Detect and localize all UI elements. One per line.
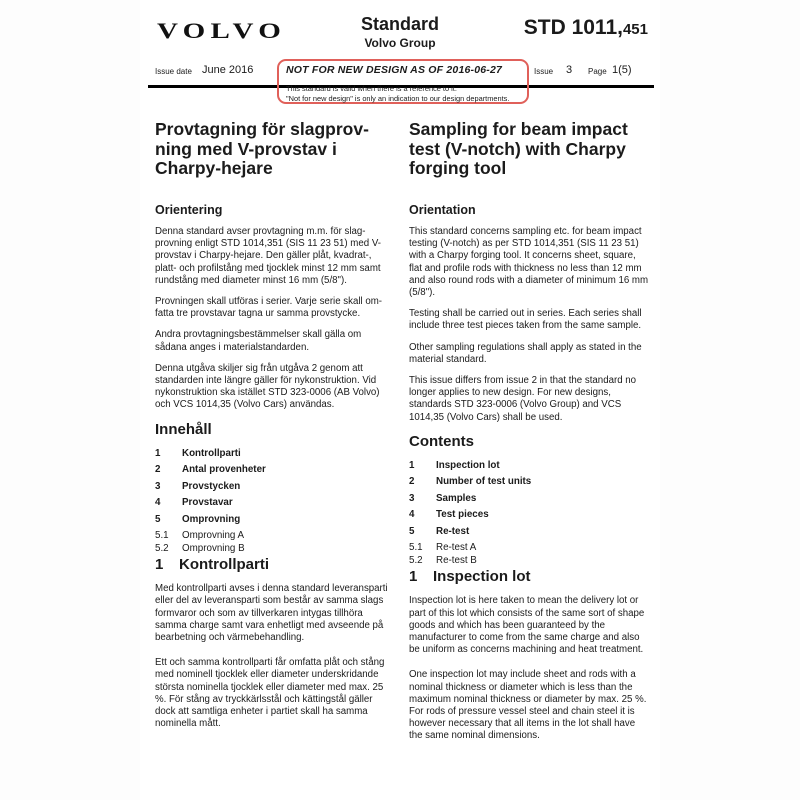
toc-item: [409, 555, 649, 567]
toc-number: 1: [155, 447, 161, 459]
toc-label: Inspection lot: [436, 459, 500, 471]
right-section-1: [409, 568, 649, 742]
toc-item: [409, 509, 649, 521]
right-orientation-heading: Orientation: [409, 203, 476, 217]
toc-item: [155, 497, 395, 509]
paragraph: This standard concerns sampling etc. for beam impact testing (V-notch) as per STD 1014,351 (SIS 11 23 51) with a Charpy forging tool. It concerns sheet, square, flat and profile rods with thickness no less than 12 mm and also round rods with a diameter of minimum 16 mm (5/8").: [409, 226, 649, 299]
org-name: Volvo Group: [364, 36, 436, 50]
paragraph: Denna utgåva skiljer sig från utgåva 2 genom att standarden inte längre gäller för nykonstruktion. Vid nykonstruktion ska istället STD 323-0006 (AB Volvo) och VCS 1014,35 (Volvo Cars) användas.: [155, 362, 380, 411]
left-orientation-heading: Orientering: [155, 203, 223, 217]
std-number: [524, 16, 648, 40]
toc-label: Provstycken: [182, 480, 241, 492]
right-title-line-2: test (V-notch) with Charpy: [409, 138, 626, 159]
right-section-1-heading: [409, 568, 649, 585]
page-label: Page: [588, 67, 607, 76]
toc-label: Antal provenheter: [182, 464, 266, 476]
toc-label: Re-test A: [436, 542, 477, 554]
notice-line-1: This standard is valid when there is a reference to it.: [286, 84, 457, 93]
document-page: [140, 0, 660, 800]
left-title-line-3: Charpy-hejare: [155, 158, 273, 178]
toc-number: 3: [409, 492, 415, 504]
paragraph: Ett och samma kontrollparti får omfatta plåt och stång med nominell tjocklek eller diameter underskridande största nominella tjocklek eller diameter med max. 25 %. För stång av tryckkärlsstål och kättingstål gäller dock att samtliga enheter i partiet skall ha samma nominella mått.: [155, 657, 385, 730]
page-value: 1(5): [612, 64, 632, 76]
left-title: [155, 120, 395, 203]
toc-label: Re-test B: [436, 555, 477, 567]
toc-number: 5.1: [155, 530, 169, 542]
toc-number: 2: [409, 476, 415, 488]
toc-number: 4: [409, 509, 415, 521]
toc-number: 2: [155, 464, 161, 476]
toc-item: [155, 448, 395, 460]
toc-label: Omprovning B: [182, 543, 245, 555]
toc-item: [155, 481, 395, 493]
section-title: Inspection lot: [433, 568, 531, 586]
toc-number: 5.2: [155, 543, 169, 555]
toc-label: Number of test units: [436, 476, 532, 488]
header-center: [310, 14, 490, 50]
left-section-1-heading: [155, 556, 395, 573]
std-number-suffix: 451: [622, 21, 648, 38]
toc-label: Test pieces: [436, 509, 489, 521]
toc-number: 5.2: [409, 555, 423, 567]
section-number: 1: [155, 556, 164, 574]
toc-item: [409, 493, 649, 505]
toc-item: [409, 526, 649, 538]
section-number: 1: [409, 568, 418, 586]
toc-label: Provstavar: [182, 497, 233, 509]
toc-label: Kontrollparti: [182, 447, 241, 459]
left-orientation-section: [155, 203, 395, 412]
toc-item: [155, 464, 395, 476]
toc-number: 5: [409, 525, 415, 537]
section-title: Kontrollparti: [179, 556, 269, 574]
left-title-line-1: Provtagning för slagprov-: [155, 119, 369, 139]
toc-item: [409, 476, 649, 488]
toc-item: [409, 542, 649, 554]
toc-number: 1: [409, 459, 415, 471]
toc-label: Re-test: [436, 525, 470, 537]
not-for-new-design-box: [277, 59, 529, 104]
paragraph: Denna standard avser provtagning m.m. för slag-provning enligt STD 1014,351 (SIS 11 23 51) med V-provstav i Charpy-hejare. Den gäller plåt, kvadrat-, platt- och profilstång med tjocklek minst 12 mm samt rundstång med diameter minst 16 mm (5/8").: [155, 226, 381, 286]
notice-details: [286, 84, 520, 103]
toc-item: [409, 460, 649, 472]
meta-row: [140, 58, 660, 110]
right-title-line-3: forging tool: [409, 158, 507, 178]
doc-type-title: Standard: [360, 14, 439, 34]
paragraph: One inspection lot may include sheet and rods with a nominal thickness or diameter which is less than the maximum nominal thickness or diameter by max. 25 %. For rods of pressure vessel steel and chain steel it is however necessary that all items in the lot shall have the same nominal dimensions.: [409, 669, 647, 742]
document-header: [140, 0, 660, 58]
toc-number: 4: [155, 497, 161, 509]
paragraph: Other sampling regulations shall apply as stated in the material standard.: [409, 341, 642, 365]
toc-number: 5: [155, 513, 161, 525]
paragraph: Med kontrollparti avses i denna standard leveransparti eller del av leveransparti som består av samma slags formvaror och som av tillverkaren intygas tillhöra samma charge samt vara enhetligt med avseende på bearbetning och värmebehandling.: [155, 583, 388, 643]
left-title-line-2: ning med V-provstav i: [155, 138, 337, 159]
toc-number: 3: [155, 480, 161, 492]
left-section-1: [155, 556, 395, 730]
issue-label: Issue: [534, 67, 554, 76]
paragraph: Inspection lot is here taken to mean the delivery lot or part of this lot which consists of the same sort of shape goods and which has been guaranteed by the manufacturer to come from the same charge and also be uniform as concerns machining and heat treatment.: [409, 595, 645, 656]
toc-label: Omprovning: [182, 513, 241, 525]
issue-date-value: June 2016: [202, 64, 254, 76]
paragraph: Provningen skall utföras i serier. Varje serie skall om-fatta tre provstavar tagna ur samma provstycke.: [155, 296, 383, 320]
document-body: [140, 110, 660, 756]
right-title-line-1: Sampling for beam impact: [409, 119, 628, 139]
paragraph: This issue differs from issue 2 in that the standard no longer applies to new design. For new designs, standards STD 323-0006 (Volvo Group) and VCS 1014,35 (Volvo Cars) shall be used.: [409, 375, 637, 423]
issue-date-label: Issue date: [155, 67, 192, 76]
issue-value: 3: [566, 64, 573, 76]
toc-number: 5.1: [409, 542, 423, 554]
toc-item: [155, 530, 395, 542]
left-contents-heading: Innehåll: [155, 420, 212, 438]
toc-label: Samples: [436, 492, 477, 504]
right-title: [409, 120, 649, 203]
right-column-english: [409, 120, 649, 756]
right-contents-section: [409, 433, 649, 568]
toc-label: Omprovning A: [182, 530, 245, 542]
notice-title: NOT FOR NEW DESIGN AS OF 2016-06-27: [286, 64, 503, 76]
left-column-swedish: [155, 120, 395, 756]
right-contents-heading: Contents: [409, 432, 474, 450]
paragraph: Testing shall be carried out in series. Each series shall include three test pieces taken from the same sample.: [409, 308, 642, 332]
left-contents-section: [155, 421, 395, 556]
toc-item: [155, 514, 395, 526]
notice-line-2: "Not for new design" is only an indication to our design departments.: [286, 93, 510, 103]
toc-item: [155, 543, 395, 555]
right-orientation-section: [409, 203, 649, 424]
paragraph: Andra provtagningsbestämmelser skall gälla om sådana anges i materialstandarden.: [155, 329, 362, 353]
std-number-prefix: STD 1011,: [523, 16, 623, 39]
volvo-logo: VOLVO: [157, 18, 287, 43]
